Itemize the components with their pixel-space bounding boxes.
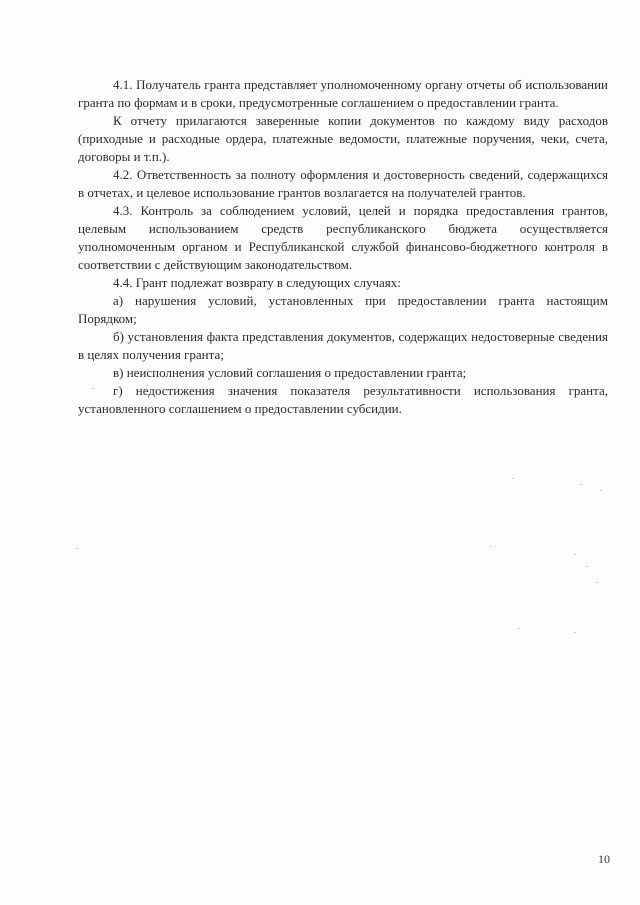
scan-speck	[596, 582, 598, 583]
scan-speck	[580, 484, 582, 485]
scan-speck	[574, 554, 576, 555]
scan-speck	[586, 566, 588, 567]
list-item-d: г) недостижения значения показателя результативности использования гранта, установленного соглашением о предоставлении субсидии.	[78, 383, 608, 416]
scan-speck	[574, 632, 576, 633]
list-item-b: б) установления факта представления документов, содержащих недостоверные сведения в целях получения гранта;	[78, 329, 608, 362]
scan-speck	[600, 490, 602, 491]
paragraph-4-2: 4.2. Ответственность за полноту оформления и достоверность сведений, содержащихся в отчетах, и целевое использование грантов возлагается на получателей грантов.	[78, 167, 608, 200]
paragraph-4-3: 4.3. Контроль за соблюдением условий, целей и порядка предоставления грантов, целевым использованием средств республиканского бюджета осуществляется уполномоченным органом и Республиканской службой финансово-бюджетного контроля в соответствии с действующим законодательством.	[78, 203, 608, 272]
scan-speck	[518, 628, 520, 629]
document-body	[78, 76, 608, 418]
scan-speck	[92, 388, 94, 389]
scan-speck	[512, 478, 514, 479]
paragraph-4-4: 4.4. Грант подлежат возврату в следующих случаях:	[113, 275, 401, 290]
scan-speck	[490, 546, 492, 547]
paragraph-4-1: 4.1. Получатель гранта представляет уполномоченному органу отчеты об использовании гранта по формам и в сроки, предусмотренные соглашением о предоставлении гранта.	[78, 77, 608, 110]
list-item-a: а) нарушения условий, установленных при предоставлении гранта настоящим Порядком;	[78, 293, 608, 326]
list-item-c: в) неисполнения условий соглашения о предоставлении гранта;	[113, 365, 467, 380]
scan-speck	[76, 548, 78, 549]
page-number: 10	[598, 852, 610, 866]
paragraph-report-attachments: К отчету прилагаются заверенные копии документов по каждому виду расходов (приходные и расходные ордера, платежные ведомости, платежные поручения, чеки, счета, договоры и т.п.).	[78, 113, 608, 164]
